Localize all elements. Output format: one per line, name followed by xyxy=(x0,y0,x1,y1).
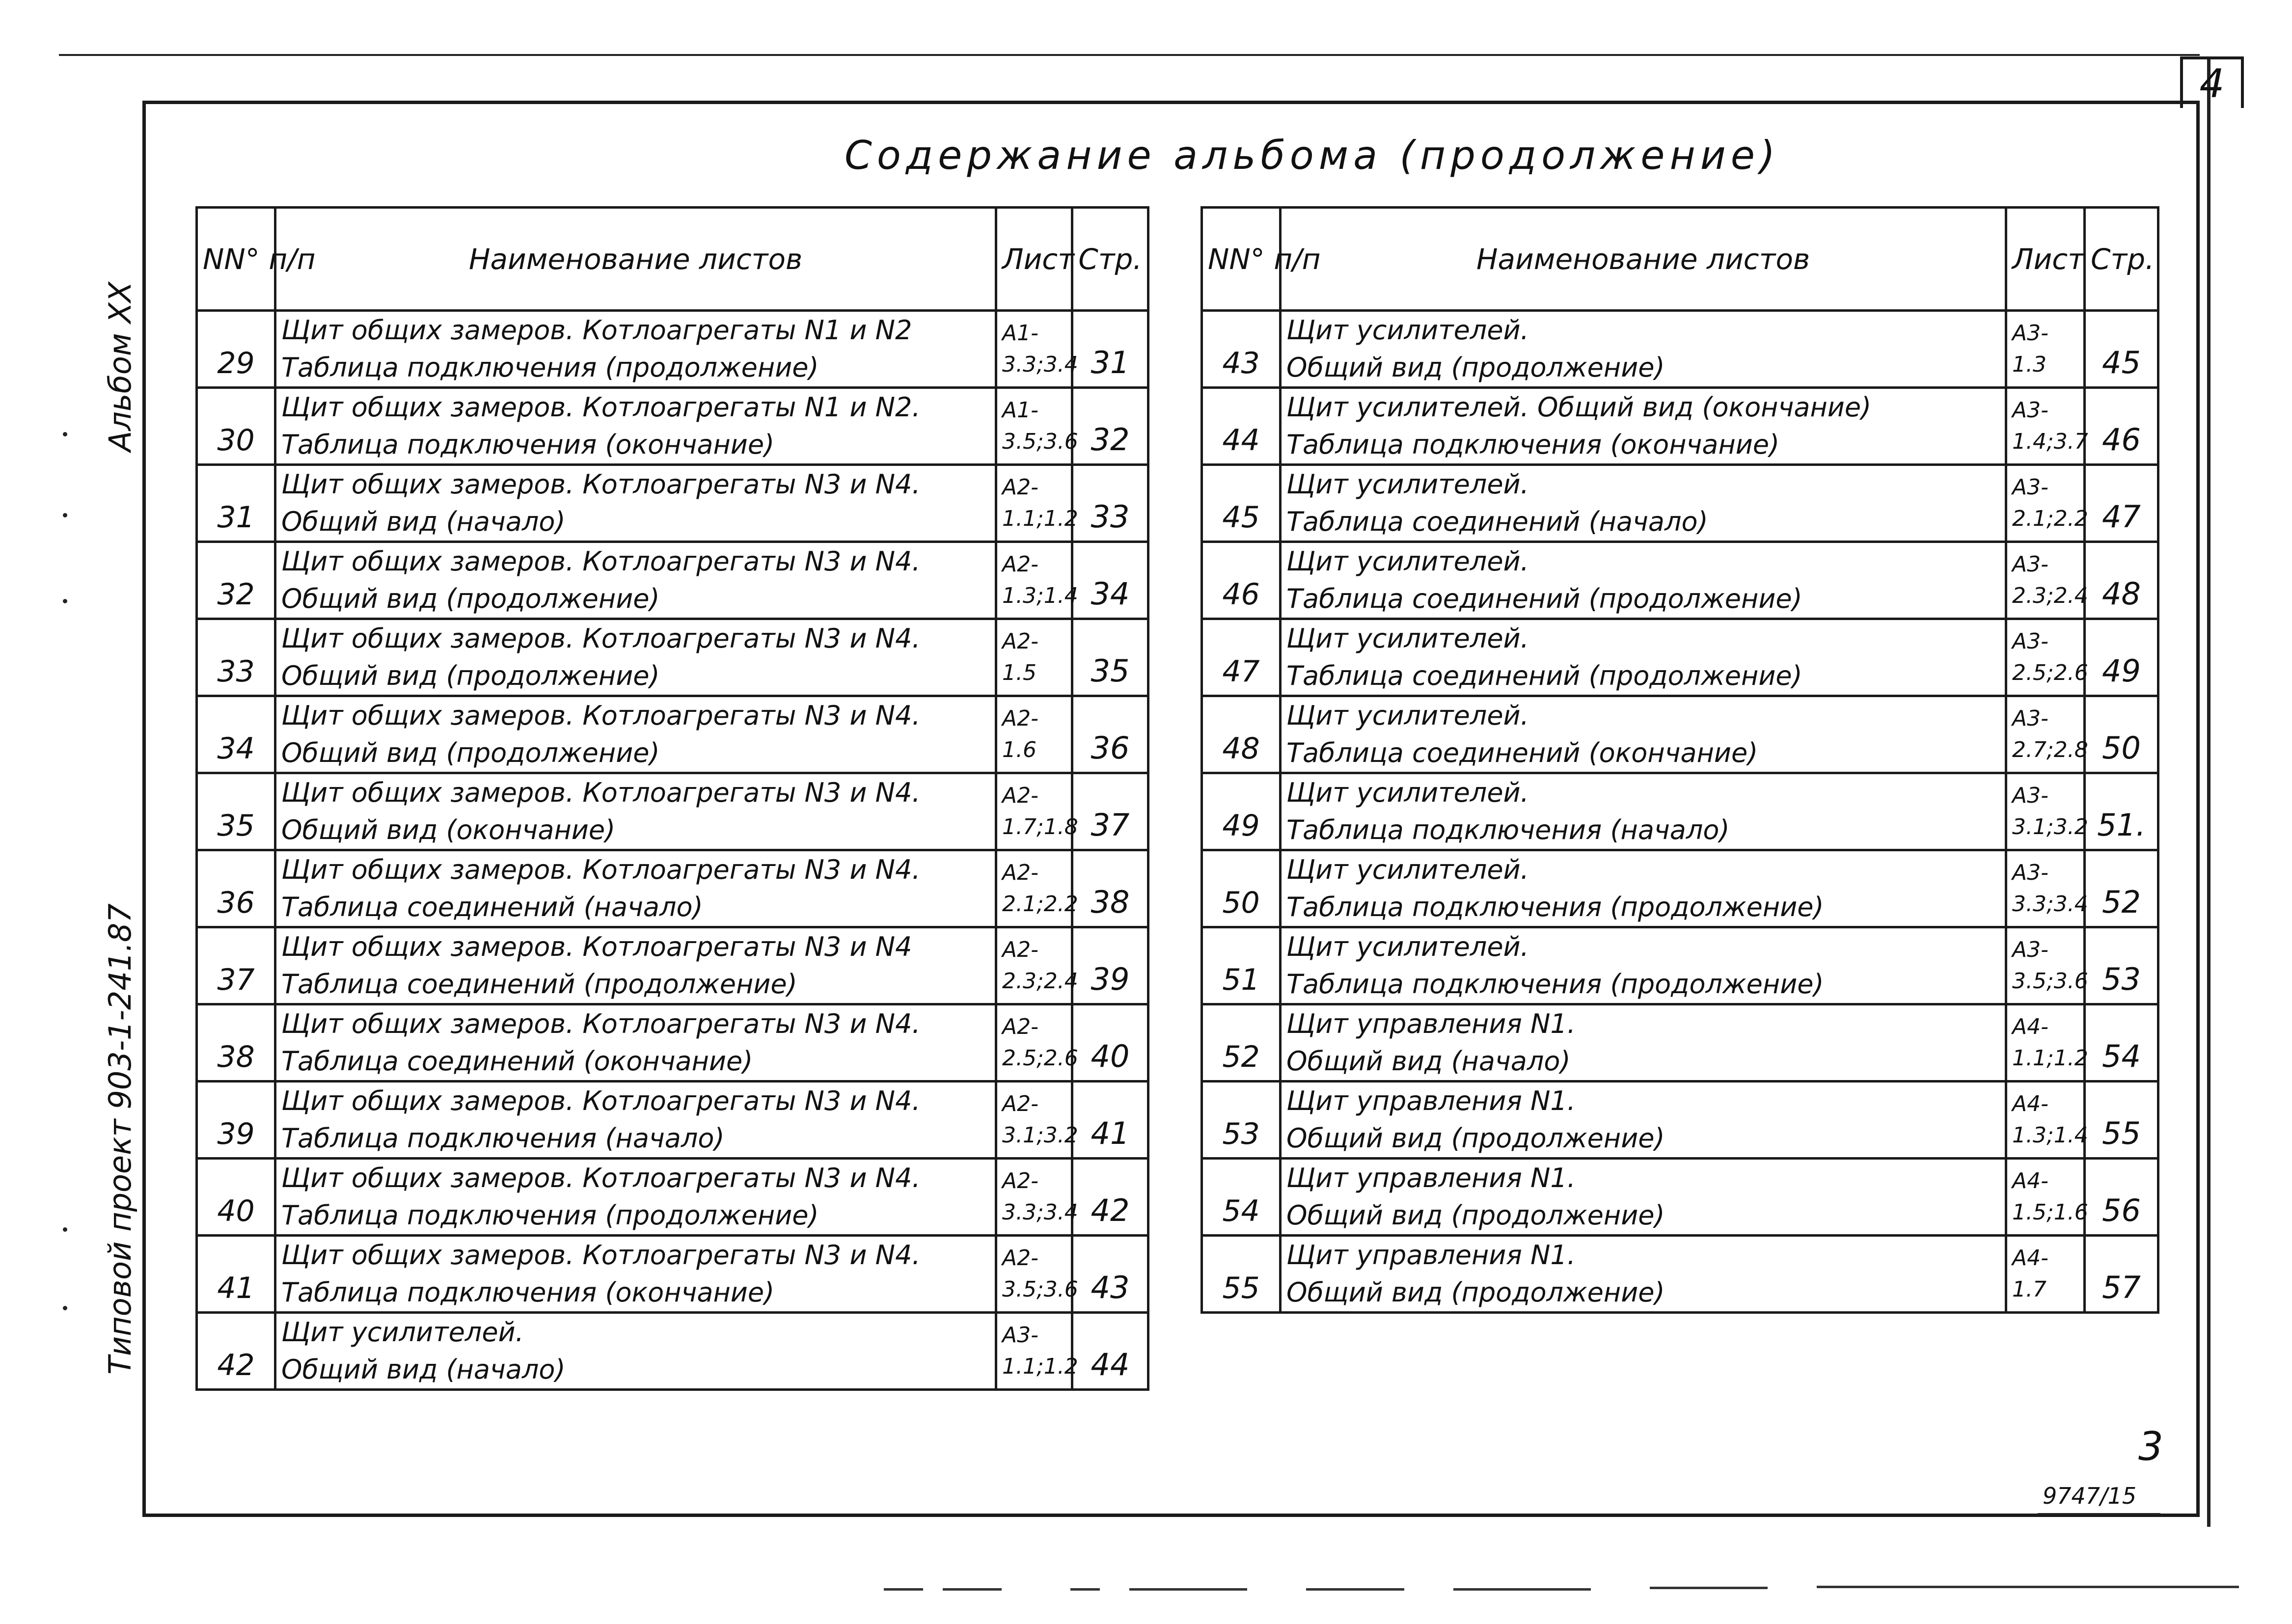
page-ref: 48 xyxy=(2085,542,2158,619)
sheet-title-line1: Щит общих замеров. Котлоагрегаты N3 и N4. xyxy=(281,1008,921,1039)
sheet-title xyxy=(1281,311,2006,388)
table-row xyxy=(1202,465,2158,542)
page-ref: 42 xyxy=(1072,1159,1148,1236)
sheet-code-series: А3- xyxy=(2012,552,2048,577)
sheet-code-numbers: 1.7 xyxy=(2012,1277,2046,1302)
sheet-title xyxy=(1281,542,2006,619)
sheet-title xyxy=(275,1004,996,1082)
sheet-title-line1: Щит общих замеров. Котлоагрегаты N3 и N4. xyxy=(281,546,921,577)
sheet-title-line1: Щит усилителей. xyxy=(1286,931,1529,962)
row-number: 33 xyxy=(197,619,275,696)
table-row xyxy=(197,1159,1148,1236)
table-row xyxy=(197,311,1148,388)
sheet-code-numbers: 1.5;1.6 xyxy=(2012,1200,2088,1225)
sheet-title xyxy=(275,465,996,542)
page-ref: 39 xyxy=(1072,927,1148,1004)
sheet-code-series: А2- xyxy=(1002,552,1038,577)
sheet-title-line1: Щит общих замеров. Котлоагрегаты N3 и N4. xyxy=(281,777,921,808)
table-row xyxy=(1202,1082,2158,1159)
sheet-code xyxy=(2006,1236,2085,1313)
sheet-code xyxy=(2006,850,2088,927)
sheet-title-line1: Щит управления N1. xyxy=(1286,1163,1576,1193)
sheet-title-line2: Общий вид (начало) xyxy=(281,506,566,537)
sheet-title-line1: Щит общих замеров. Котлоагрегаты N3 и N4. xyxy=(281,1163,921,1193)
sheet-title-line1: Щит усилителей. xyxy=(1286,546,1529,577)
sheet-title-line1: Щит управления N1. xyxy=(1286,1008,1576,1039)
header-name: Наименование листов xyxy=(275,208,996,311)
sheet-title-line1: Щит общих замеров. Котлоагрегаты N1 и N2 xyxy=(281,315,912,346)
sheet-code-series: А2- xyxy=(1002,937,1038,962)
page-ref: 32 xyxy=(1072,388,1148,465)
right-border-line xyxy=(2207,59,2210,1527)
sheet-code-numbers: 3.5;3.6 xyxy=(1002,1277,1078,1302)
sheet-code-series: А1- xyxy=(1002,321,1038,346)
sheet-code xyxy=(2006,311,2085,388)
sheet-title xyxy=(1281,619,2006,696)
sheet-code-series: А2- xyxy=(1002,1091,1038,1116)
table-row xyxy=(197,1236,1148,1313)
sheet-title-line2: Таблица подключения (окончание) xyxy=(1286,429,1780,460)
header-sheet: Лист xyxy=(2006,208,2085,311)
scan-dash xyxy=(1070,1588,1100,1591)
row-number: 55 xyxy=(1202,1236,1281,1313)
scan-dash xyxy=(884,1588,923,1591)
sheet-code xyxy=(996,1159,1078,1236)
sheet-code-series: А3- xyxy=(2012,706,2048,731)
sheet-title-line2: Таблица подключения (окончание) xyxy=(281,429,775,460)
sheet-title-line1: Щит общих замеров. Котлоагрегаты N3 и N4. xyxy=(281,623,921,654)
sheet-code xyxy=(2006,696,2088,773)
sheet-code-numbers: 1.3;1.4 xyxy=(1002,583,1078,608)
sheet-code xyxy=(996,619,1072,696)
sheet-title xyxy=(1281,1236,2006,1313)
sheet-title xyxy=(1281,1004,2006,1082)
table-row xyxy=(197,465,1148,542)
table-row xyxy=(197,696,1148,773)
sheet-code-series: А4- xyxy=(2012,1014,2048,1039)
table-row xyxy=(1202,1004,2158,1082)
sheet-code-numbers: 2.3;2.4 xyxy=(1002,969,1078,994)
sheet-code-numbers: 1.3;1.4 xyxy=(2012,1123,2088,1148)
sheet-title-line2: Таблица подключения (продолжение) xyxy=(1286,892,1824,922)
page-ref: 54 xyxy=(2085,1004,2158,1082)
sheet-title-line1: Щит общих замеров. Котлоагрегаты N3 и N4. xyxy=(281,1085,921,1116)
row-number: 40 xyxy=(197,1159,275,1236)
sheet-code xyxy=(2006,619,2088,696)
sheet-title xyxy=(1281,850,2006,927)
sheet-title-line1: Щит усилителей. xyxy=(1286,700,1529,731)
sheet-title xyxy=(275,542,996,619)
sheet-title-line2: Таблица подключения (начало) xyxy=(281,1123,725,1154)
archive-number: 9747/15 xyxy=(2043,1483,2137,1509)
sheet-title-line2: Таблица соединений (продолжение) xyxy=(1286,660,1802,691)
header-sheet: Лист xyxy=(996,208,1072,311)
sheet-code xyxy=(996,388,1078,465)
sheet-code xyxy=(2006,927,2088,1004)
sheet-code xyxy=(2006,1004,2088,1082)
page-ref: 43 xyxy=(1072,1236,1148,1313)
sheet-title xyxy=(1281,1082,2006,1159)
page-ref: 40 xyxy=(1072,1004,1148,1082)
sheet-code xyxy=(2006,1082,2088,1159)
sheet-code-numbers: 3.3;3.4 xyxy=(2012,892,2088,917)
page-ref: 50 xyxy=(2085,696,2158,773)
sheet-code-series: А3- xyxy=(2012,398,2048,423)
sheet-title xyxy=(1281,388,2006,465)
sheet-code-series: А3- xyxy=(2012,937,2048,962)
table-row xyxy=(1202,850,2158,927)
sheet-code-numbers: 1.4;3.7 xyxy=(2012,429,2088,454)
table-row xyxy=(1202,1159,2158,1236)
sheet-title-line1: Щит усилителей. xyxy=(1286,623,1529,654)
sheet-code-series: А2- xyxy=(1002,1168,1038,1193)
sheet-code xyxy=(996,927,1078,1004)
sheet-title-line1: Щит усилителей. xyxy=(281,1317,524,1348)
row-number: 37 xyxy=(197,927,275,1004)
sheet-code-numbers: 2.5;2.6 xyxy=(2012,660,2088,685)
sheet-code xyxy=(2006,542,2088,619)
page-ref: 47 xyxy=(2085,465,2158,542)
sheet-code-numbers: 3.3;3.4 xyxy=(1002,1200,1078,1225)
sheet-title-line2: Таблица подключения (окончание) xyxy=(281,1277,775,1308)
header-page: Стр. xyxy=(2085,208,2158,311)
table-row xyxy=(197,1082,1148,1159)
row-number: 41 xyxy=(197,1236,275,1313)
sheet-title xyxy=(275,1313,996,1390)
table-row xyxy=(197,1004,1148,1082)
sheet-code-series: А2- xyxy=(1002,783,1038,808)
sheet-code-numbers: 2.3;2.4 xyxy=(2012,583,2088,608)
row-number: 50 xyxy=(1202,850,1281,927)
sheet-title xyxy=(275,850,996,927)
page-number-box xyxy=(2180,56,2244,108)
sheet-code-numbers: 2.7;2.8 xyxy=(2012,737,2088,762)
sheet-code xyxy=(996,465,1078,542)
header-num: NN° п/п xyxy=(197,208,275,311)
sheet-code-series: А3- xyxy=(2012,629,2048,654)
sheet-code-numbers: 3.3;3.4 xyxy=(1002,352,1078,377)
sheet-title-line2: Таблица соединений (продолжение) xyxy=(281,969,797,1000)
row-number: 48 xyxy=(1202,696,1281,773)
sheet-code-series: А2- xyxy=(1002,629,1038,654)
sheet-title-line2: Таблица подключения (начало) xyxy=(1286,814,1730,845)
scan-dash xyxy=(1453,1588,1591,1591)
document-title: Содержание альбома (продолжение) xyxy=(845,133,1780,178)
page-ref: 44 xyxy=(1072,1313,1148,1390)
sheet-title-line1: Щит общих замеров. Котлоагрегаты N3 и N4. xyxy=(281,1240,921,1271)
table-row xyxy=(197,850,1148,927)
sheet-title xyxy=(275,1159,996,1236)
scan-dash xyxy=(943,1588,1002,1591)
sheet-title-line1: Щит усилителей. xyxy=(1286,777,1529,808)
row-number: 54 xyxy=(1202,1159,1281,1236)
row-number: 49 xyxy=(1202,773,1281,850)
table-row xyxy=(197,773,1148,850)
sheet-code-numbers: 1.1;1.2 xyxy=(1002,1354,1078,1379)
album-side-label: Альбом XX xyxy=(102,281,138,452)
sheet-code xyxy=(2006,465,2088,542)
row-number: 45 xyxy=(1202,465,1281,542)
row-number: 47 xyxy=(1202,619,1281,696)
row-number: 38 xyxy=(197,1004,275,1082)
row-number: 53 xyxy=(1202,1082,1281,1159)
sheet-title xyxy=(275,1082,996,1159)
scan-dash xyxy=(1650,1587,1768,1589)
scan-dash xyxy=(1306,1588,1404,1591)
sheet-title-line2: Таблица соединений (окончание) xyxy=(1286,737,1758,768)
header-num: NN° п/п xyxy=(1202,208,1281,311)
sheet-number: 3 xyxy=(2138,1424,2163,1469)
sheet-title-line1: Щит усилителей. xyxy=(1286,469,1529,500)
sheet-title-line1: Щит общих замеров. Котлоагрегаты N3 и N4 xyxy=(281,931,912,962)
punch-mark xyxy=(63,599,67,603)
page-ref: 41 xyxy=(1072,1082,1148,1159)
sheet-code-series: А3- xyxy=(2012,475,2048,500)
page-ref: 49 xyxy=(2085,619,2158,696)
page-ref: 37 xyxy=(1072,773,1148,850)
sheet-code-series: А3- xyxy=(1002,1323,1038,1348)
sheet-code xyxy=(996,1313,1078,1390)
sheet-code xyxy=(996,1236,1078,1313)
sheet-code-series: А4- xyxy=(2012,1168,2048,1193)
row-number: 39 xyxy=(197,1082,275,1159)
row-number: 31 xyxy=(197,465,275,542)
page-number: 4 xyxy=(2199,61,2225,107)
page-ref: 57 xyxy=(2085,1236,2158,1313)
sheet-title-line2: Общий вид (продолжение) xyxy=(281,583,660,614)
sheet-title-line2: Общий вид (продолжение) xyxy=(1286,1200,1665,1231)
page-ref: 46 xyxy=(2085,388,2158,465)
sheet-code-numbers: 1.1;1.2 xyxy=(1002,506,1078,531)
sheet-code-numbers: 1.3 xyxy=(2012,352,2046,377)
sheet-title-line1: Щит управления N1. xyxy=(1286,1085,1576,1116)
sheet-code-series: А3- xyxy=(2012,321,2048,346)
sheet-code-series: А2- xyxy=(1002,860,1038,885)
sheet-title-line2: Таблица соединений (окончание) xyxy=(281,1046,753,1077)
page-ref: 36 xyxy=(1072,696,1148,773)
sheet-code xyxy=(996,696,1072,773)
sheet-code-numbers: 2.1;2.2 xyxy=(1002,892,1078,917)
sheet-title-line1: Щит управления N1. xyxy=(1286,1240,1576,1271)
sheet-title-line2: Таблица соединений (продолжение) xyxy=(1286,583,1802,614)
table-row xyxy=(1202,619,2158,696)
row-number: 42 xyxy=(197,1313,275,1390)
table-row xyxy=(197,542,1148,619)
table-row xyxy=(1202,773,2158,850)
page-ref: 53 xyxy=(2085,927,2158,1004)
sheet-code-series: А2- xyxy=(1002,1245,1038,1271)
sheet-code-series: А3- xyxy=(2012,783,2048,808)
sheet-title-line1: Щит общих замеров. Котлоагрегаты N3 и N4. xyxy=(281,469,921,500)
sheet-title xyxy=(275,927,996,1004)
sheet-code-numbers: 1.7;1.8 xyxy=(1002,814,1078,839)
punch-mark xyxy=(63,1227,67,1232)
sheet-title xyxy=(1281,465,2006,542)
row-number: 35 xyxy=(197,773,275,850)
sheet-code-numbers: 3.1;3.2 xyxy=(1002,1123,1078,1148)
sheet-title xyxy=(275,619,996,696)
sheet-title-line1: Щит усилителей. xyxy=(1286,315,1529,346)
sheet-code xyxy=(996,542,1078,619)
header-name: Наименование листов xyxy=(1281,208,2006,311)
page-ref: 51. xyxy=(2085,773,2158,850)
sheet-code xyxy=(996,1004,1078,1082)
page-ref: 52 xyxy=(2085,850,2158,927)
page-ref: 45 xyxy=(2085,311,2158,388)
row-number: 30 xyxy=(197,388,275,465)
sheet-code-numbers: 1.1;1.2 xyxy=(2012,1046,2088,1071)
sheet-title xyxy=(275,311,996,388)
sheet-title-line1: Щит общих замеров. Котлоагрегаты N3 и N4. xyxy=(281,700,921,731)
sheet-code xyxy=(2006,1159,2088,1236)
sheet-title-line1: Щит общих замеров. Котлоагрегаты N1 и N2. xyxy=(281,392,921,423)
punch-mark xyxy=(63,432,67,436)
project-side-label: Типовой проект 903-1-241.87 xyxy=(102,903,138,1375)
sheet-title xyxy=(1281,927,2006,1004)
table-header-row xyxy=(197,208,1148,311)
sheet-title-line2: Общий вид (продолжение) xyxy=(281,660,660,691)
sheet-title xyxy=(275,696,996,773)
sheet-code-numbers: 3.5;3.6 xyxy=(2012,969,2088,994)
sheet-title-line2: Общий вид (продолжение) xyxy=(1286,1123,1665,1154)
sheet-code xyxy=(996,311,1078,388)
sheet-code-numbers: 2.1;2.2 xyxy=(2012,506,2088,531)
row-number: 44 xyxy=(1202,388,1281,465)
punch-mark xyxy=(63,1306,67,1310)
sheet-code xyxy=(2006,388,2088,465)
row-number: 52 xyxy=(1202,1004,1281,1082)
table-row xyxy=(197,388,1148,465)
sheet-code-series: А1- xyxy=(1002,398,1038,423)
page-ref: 33 xyxy=(1072,465,1148,542)
row-number: 46 xyxy=(1202,542,1281,619)
sheet-code xyxy=(996,850,1078,927)
row-number: 43 xyxy=(1202,311,1281,388)
sheet-title-line2: Таблица подключения (продолжение) xyxy=(281,1200,819,1231)
sheet-code-series: А4- xyxy=(2012,1245,2048,1271)
table-row xyxy=(197,927,1148,1004)
archive-underline xyxy=(2038,1513,2160,1515)
table-row xyxy=(1202,1236,2158,1313)
sheet-code-series: А2- xyxy=(1002,475,1038,500)
sheet-code xyxy=(996,773,1078,850)
header-page: Стр. xyxy=(1072,208,1148,311)
sheet-code-numbers: 3.1;3.2 xyxy=(2012,814,2088,839)
row-number: 51 xyxy=(1202,927,1281,1004)
top-border-line xyxy=(59,54,2200,56)
table-row xyxy=(1202,542,2158,619)
scan-dash xyxy=(1817,1586,2239,1588)
page-ref: 31 xyxy=(1072,311,1148,388)
row-number: 34 xyxy=(197,696,275,773)
punch-mark xyxy=(63,513,67,517)
sheet-title-line1: Щит общих замеров. Котлоагрегаты N3 и N4. xyxy=(281,854,921,885)
sheet-title xyxy=(1281,773,2006,850)
table-row xyxy=(1202,311,2158,388)
contents-table-left xyxy=(195,206,1149,1391)
table-row xyxy=(197,1313,1148,1390)
sheet-code xyxy=(2006,773,2088,850)
sheet-title xyxy=(275,1236,996,1313)
page-ref: 56 xyxy=(2085,1159,2158,1236)
row-number: 29 xyxy=(197,311,275,388)
sheet-code-numbers: 3.5;3.6 xyxy=(1002,429,1078,454)
sheet-title xyxy=(1281,1159,2006,1236)
page-ref: 35 xyxy=(1072,619,1148,696)
sheet-code-numbers: 1.6 xyxy=(1002,737,1037,762)
sheet-title-line2: Таблица соединений (начало) xyxy=(281,892,703,922)
row-number: 36 xyxy=(197,850,275,927)
sheet-code-series: А2- xyxy=(1002,1014,1038,1039)
sheet-code-numbers: 2.5;2.6 xyxy=(1002,1046,1078,1071)
sheet-code-series: А4- xyxy=(2012,1091,2048,1116)
sheet-title-line1: Щит усилителей. xyxy=(1286,854,1529,885)
sheet-title-line2: Таблица подключения (продолжение) xyxy=(1286,969,1824,1000)
sheet-title-line2: Общий вид (начало) xyxy=(1286,1046,1571,1077)
table-header-row xyxy=(1202,208,2158,311)
sheet-code-series: А2- xyxy=(1002,706,1038,731)
sheet-code-series: А3- xyxy=(2012,860,2048,885)
sheet-title-line2: Общий вид (продолжение) xyxy=(1286,1277,1665,1308)
scan-dash xyxy=(1129,1588,1247,1591)
table-row xyxy=(1202,927,2158,1004)
sheet-code xyxy=(996,1082,1078,1159)
page-ref: 38 xyxy=(1072,850,1148,927)
table-row xyxy=(197,619,1148,696)
sheet-code-numbers: 1.5 xyxy=(1002,660,1037,685)
sheet-title-line2: Таблица соединений (начало) xyxy=(1286,506,1708,537)
page-ref: 34 xyxy=(1072,542,1148,619)
table-row xyxy=(1202,388,2158,465)
sheet-title xyxy=(1281,696,2006,773)
page-ref: 55 xyxy=(2085,1082,2158,1159)
row-number: 32 xyxy=(197,542,275,619)
sheet-title-line2: Общий вид (окончание) xyxy=(281,814,616,845)
sheet-title xyxy=(275,773,996,850)
sheet-title-line2: Общий вид (продолжение) xyxy=(281,737,660,768)
contents-table-right xyxy=(1201,206,2159,1314)
sheet-title-line2: Общий вид (продолжение) xyxy=(1286,352,1665,383)
sheet-title-line1: Щит усилителей. Общий вид (окончание) xyxy=(1286,392,1872,423)
sheet-title-line2: Общий вид (начало) xyxy=(281,1354,566,1385)
sheet-title-line2: Таблица подключения (продолжение) xyxy=(281,352,819,383)
sheet-title xyxy=(275,388,996,465)
table-row xyxy=(1202,696,2158,773)
